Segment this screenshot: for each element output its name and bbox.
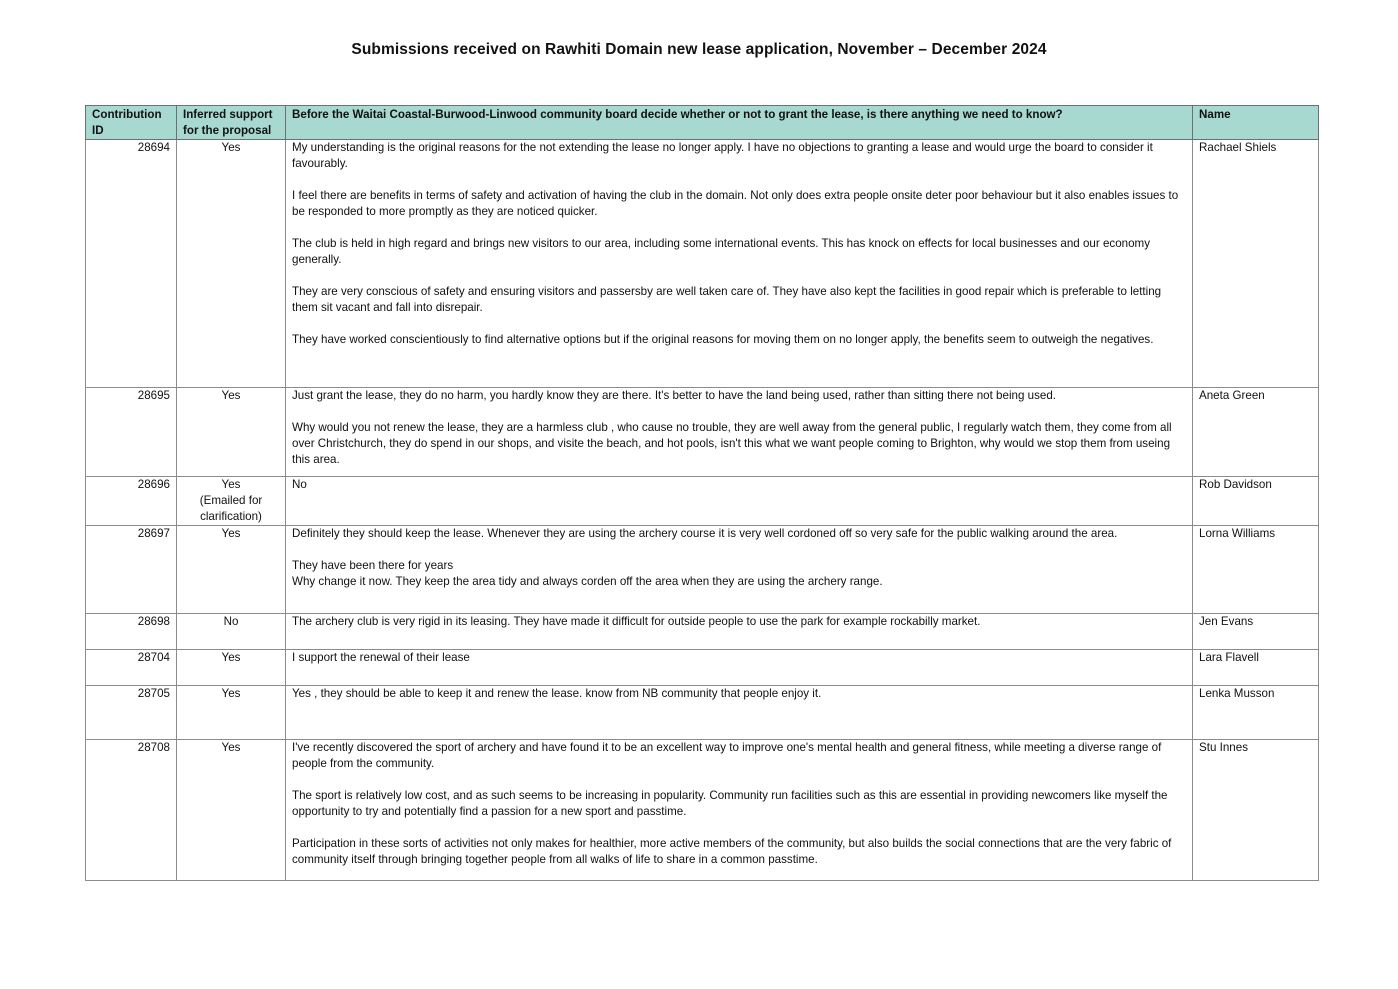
comment-paragraph: Participation in these sorts of activities not only makes for healthier, more active members of the community, but also builds the social connections that are the very fabric of community itself through bringing together people from all walks of life to share in a common passtime. bbox=[292, 837, 1172, 866]
inferred-support-cell bbox=[177, 686, 286, 740]
contribution-id-cell: 28704 bbox=[86, 650, 177, 686]
comment-paragraph: The club is held in high regard and brings new visitors to our area, including some international events. This has knock on effects for local businesses and our economy generally. bbox=[292, 237, 1150, 266]
comment-cell bbox=[286, 740, 1193, 881]
table-header bbox=[86, 106, 1319, 140]
comment-paragraph: They have worked conscientiously to find alternative options but if the original reasons for moving them on no longer apply, the benefits seem to outweigh the negatives. bbox=[292, 333, 1154, 346]
submitter-name-cell: Rob Davidson bbox=[1193, 477, 1319, 526]
support-value: No bbox=[223, 615, 239, 628]
support-value: Yes bbox=[221, 687, 241, 700]
contribution-id-cell: 28695 bbox=[86, 388, 177, 477]
header-question: Before the Waitai Coastal-Burwood-Linwood community board decide whether or not to grant the lease, is there anything we need to know? bbox=[286, 106, 1193, 140]
support-value: Yes bbox=[221, 741, 241, 754]
support-value: Yes bbox=[221, 389, 241, 402]
inferred-support-cell bbox=[177, 614, 286, 650]
contribution-id-cell: 28708 bbox=[86, 740, 177, 881]
contribution-id-cell: 28694 bbox=[86, 140, 177, 388]
header-contribution-id: Contribution ID bbox=[86, 106, 177, 140]
comment-paragraph: The archery club is very rigid in its leasing. They have made it difficult for outside people to use the park for example rockabilly market. bbox=[292, 615, 981, 628]
support-value: Yes bbox=[221, 478, 241, 491]
inferred-support-cell bbox=[177, 140, 286, 388]
submitter-name-cell: Jen Evans bbox=[1193, 614, 1319, 650]
comment-paragraph: Why would you not renew the lease, they are a harmless club , who cause no trouble, they are well away from the general public, I regularly watch them, they come from all over Christchurch, they do spend in our shops, and visite the beach, and hot pools, isn't this what we want people coming to Brighton, why would we stop them from useing this area. bbox=[292, 421, 1172, 466]
inferred-support-cell bbox=[177, 477, 286, 526]
comment-paragraph: No bbox=[292, 478, 307, 491]
submitter-name-cell: Rachael Shiels bbox=[1193, 140, 1319, 388]
comment-cell bbox=[286, 650, 1193, 686]
contribution-id-cell: 28696 bbox=[86, 477, 177, 526]
submitter-name-cell: Lenka Musson bbox=[1193, 686, 1319, 740]
support-value: Yes bbox=[221, 651, 241, 664]
comment-cell bbox=[286, 477, 1193, 526]
table-row bbox=[86, 650, 1319, 686]
comment-cell bbox=[286, 388, 1193, 477]
comment-paragraph: Definitely they should keep the lease. Whenever they are using the archery course it is very well cordoned off so very safe for the public walking around the area. bbox=[292, 527, 1118, 540]
header-name: Name bbox=[1193, 106, 1319, 140]
support-note: (Emailed for clarification) bbox=[199, 494, 263, 523]
table-row bbox=[86, 388, 1319, 477]
inferred-support-cell bbox=[177, 388, 286, 477]
submitter-name-cell: Aneta Green bbox=[1193, 388, 1319, 477]
comment-paragraph: Just grant the lease, they do no harm, you hardly know they are there. It's better to have the land being used, rather than sitting there not being used. bbox=[292, 389, 1057, 402]
header-inferred-support: Inferred support for the proposal bbox=[177, 106, 286, 140]
submissions-table bbox=[85, 105, 1319, 881]
contribution-id-cell: 28698 bbox=[86, 614, 177, 650]
comment-cell bbox=[286, 614, 1193, 650]
comment-paragraph: The sport is relatively low cost, and as such seems to be increasing in popularity. Community run facilities such as this are essential in providing newcomers like myself the opportunity to try and potentially find a passion for a new sport and passtime. bbox=[292, 789, 1168, 818]
table-row bbox=[86, 686, 1319, 740]
comment-paragraph: My understanding is the original reasons for the not extending the lease no longer apply. I have no objections to granting a lease and would urge the board to consider it favourably. bbox=[292, 141, 1153, 170]
comment-paragraph: I've recently discovered the sport of archery and have found it to be an excellent way to improve one's mental health and general fitness, while meeting a diverse range of people from the community. bbox=[292, 741, 1162, 770]
contribution-id-cell: 28697 bbox=[86, 526, 177, 614]
submitter-name-cell: Stu Innes bbox=[1193, 740, 1319, 881]
comment-cell bbox=[286, 686, 1193, 740]
submitter-name-cell: Lorna Williams bbox=[1193, 526, 1319, 614]
table-row bbox=[86, 614, 1319, 650]
comment-paragraph: They have been there for years bbox=[292, 559, 454, 572]
table-body bbox=[86, 140, 1319, 881]
inferred-support-cell bbox=[177, 740, 286, 881]
contribution-id-cell: 28705 bbox=[86, 686, 177, 740]
comment-paragraph: I support the renewal of their lease bbox=[292, 651, 470, 664]
table-row bbox=[86, 526, 1319, 614]
comment-paragraph: Yes , they should be able to keep it and renew the lease. know from NB community that people enjoy it. bbox=[292, 687, 822, 700]
table-row bbox=[86, 140, 1319, 388]
comment-cell bbox=[286, 140, 1193, 388]
support-value: Yes bbox=[221, 141, 241, 154]
table-row bbox=[86, 477, 1319, 526]
comment-paragraph: They are very conscious of safety and ensuring visitors and passersby are well taken care of. They have also kept the facilities in good repair which is preferable to letting them sit vacant and fall into disrepair. bbox=[292, 285, 1162, 314]
table-row bbox=[86, 740, 1319, 881]
comment-paragraph: Why change it now. They keep the area tidy and always corden off the area when they are using the archery range. bbox=[292, 575, 883, 588]
comment-cell bbox=[286, 526, 1193, 614]
submitter-name-cell: Lara Flavell bbox=[1193, 650, 1319, 686]
comment-paragraph: I feel there are benefits in terms of safety and activation of having the club in the domain. Not only does extra people onsite deter poor behaviour but it also enables issues to be responded to more promptly as they are noticed quicker. bbox=[292, 189, 1179, 218]
inferred-support-cell bbox=[177, 650, 286, 686]
inferred-support-cell bbox=[177, 526, 286, 614]
page-title: Submissions received on Rawhiti Domain new lease application, November – December 2024 bbox=[351, 41, 1047, 58]
support-value: Yes bbox=[221, 527, 241, 540]
header-row bbox=[86, 106, 1319, 140]
